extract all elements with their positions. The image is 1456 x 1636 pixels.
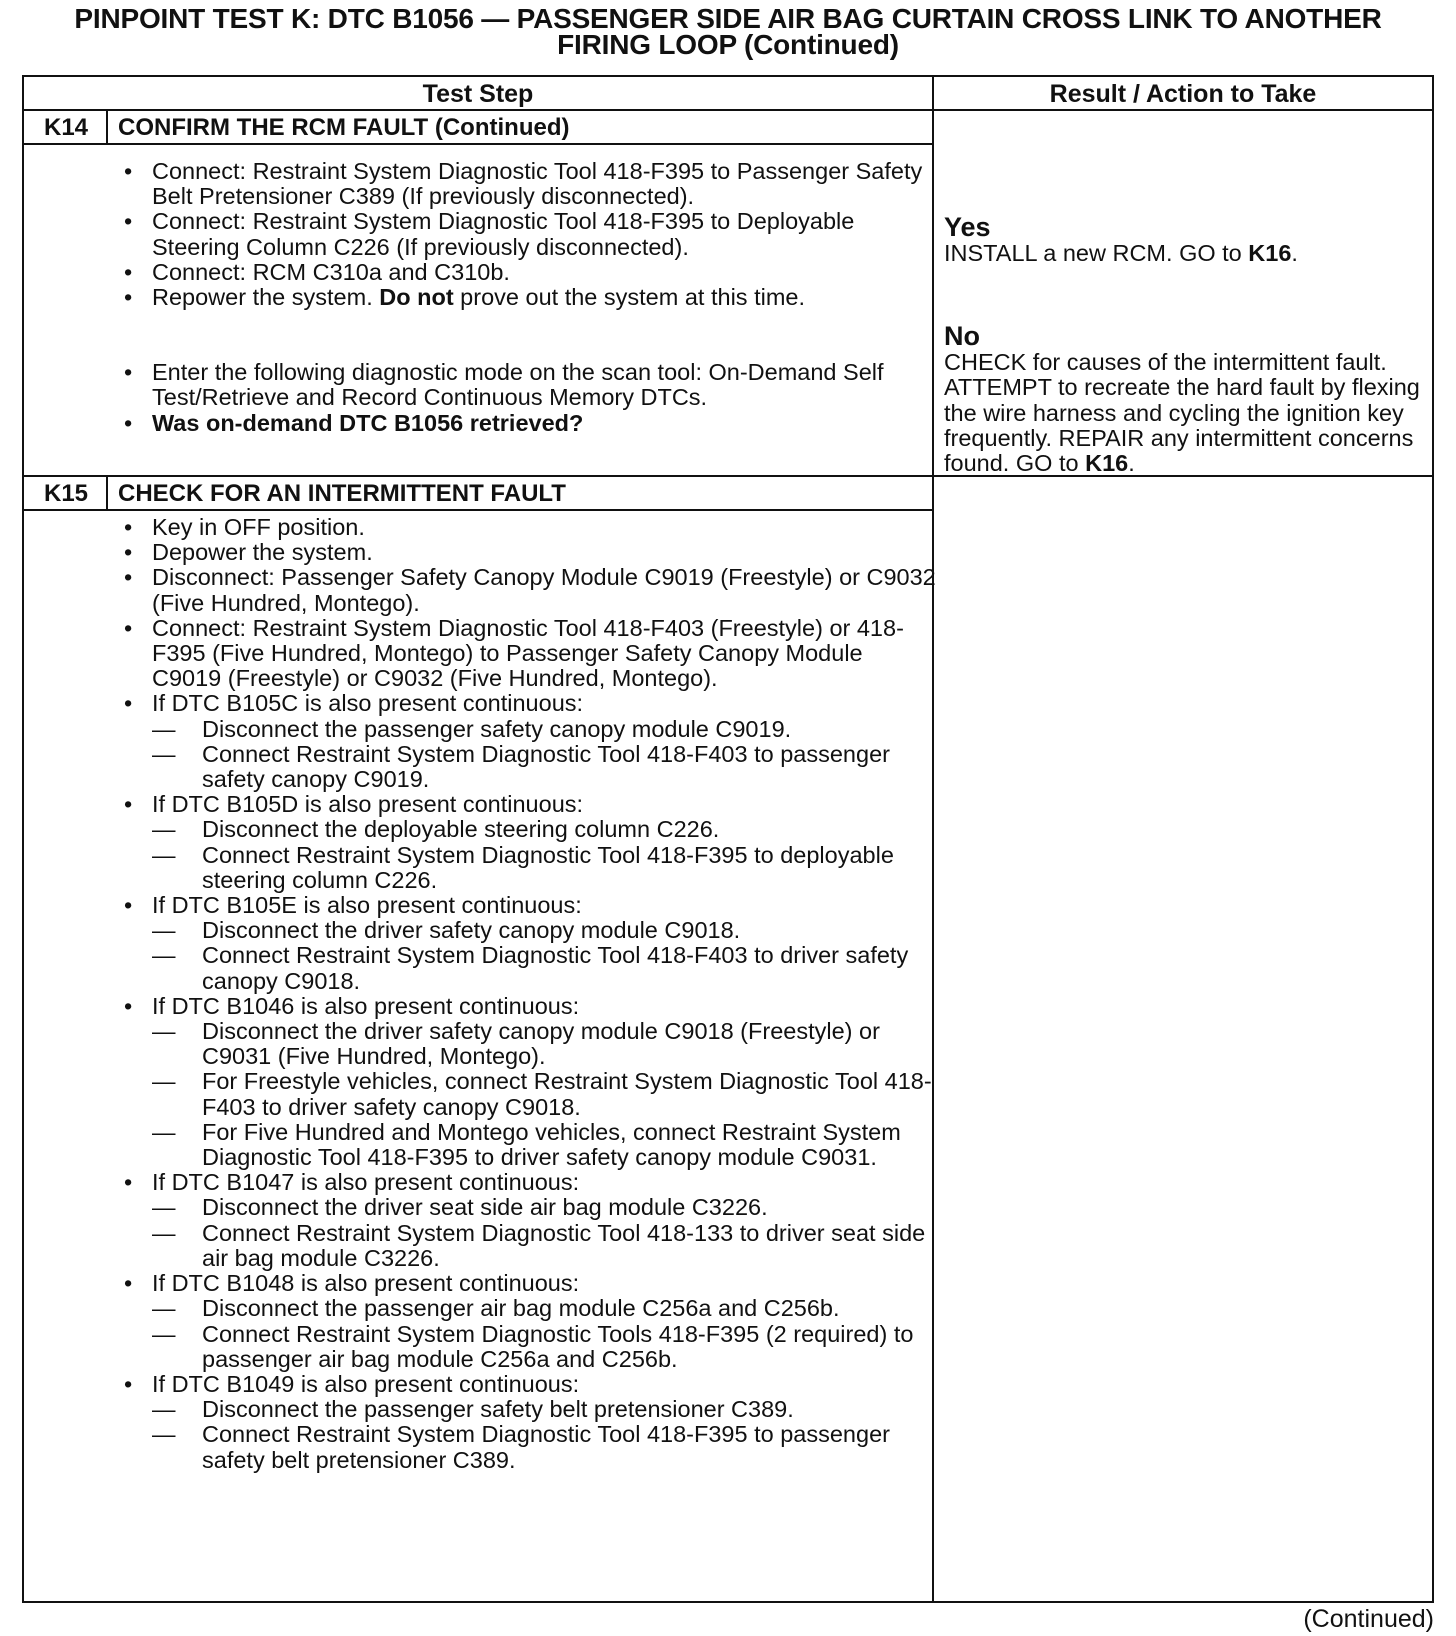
list-item-text: If DTC B105E is also present continuous: bbox=[152, 892, 582, 919]
list-item bbox=[116, 691, 936, 792]
sub-item bbox=[152, 843, 936, 893]
sub-item-text: Disconnect the passenger air bag module C256a and C256b. bbox=[202, 1295, 840, 1322]
sub-item bbox=[152, 817, 936, 842]
sub-item bbox=[152, 1195, 936, 1220]
no-action: CHECK for causes of the intermittent fault. ATTEMPT to recreate the hard fault by flexing the wire harness and cycling the ignition key frequently. REPAIR any intermittent concerns found. GO to K16. bbox=[944, 349, 1420, 477]
dash-icon: — bbox=[152, 816, 176, 843]
sub-item-text: Connect Restraint System Diagnostic Tool 418-F403 to driver safety canopy C9018. bbox=[202, 942, 909, 994]
k14-result bbox=[944, 213, 1432, 476]
list-item bbox=[116, 565, 936, 615]
list-item-text: Disconnect: Passenger Safety Canopy Module C9019 (Freestyle) or C9032 (Five Hundred, Montego). bbox=[152, 564, 936, 616]
sub-item-text: Disconnect the deployable steering column C226. bbox=[202, 816, 720, 843]
sub-item-text: Connect Restraint System Diagnostic Tool 418-F395 to passenger safety belt pretensioner C389. bbox=[202, 1421, 890, 1473]
list-item bbox=[116, 1372, 936, 1473]
yes-action: INSTALL a new RCM. GO to K16. bbox=[944, 240, 1298, 266]
list-item bbox=[116, 1271, 936, 1372]
bullet-icon: • bbox=[124, 992, 133, 1019]
bullet-icon: • bbox=[124, 892, 133, 919]
sub-item bbox=[152, 717, 936, 742]
header-result: Result / Action to Take bbox=[1049, 80, 1317, 108]
list-item: • Connect: Restraint System Diagnostic Tool 418-F395 to Passenger Safety Belt Pretensioner C389 (If previously disconnected). bbox=[124, 158, 923, 210]
list-item-text: Key in OFF position. bbox=[152, 514, 365, 540]
dash-icon: — bbox=[152, 1396, 176, 1423]
list-item bbox=[116, 616, 936, 692]
title-line-2: FIRING LOOP (Continued) bbox=[557, 29, 899, 60]
bullet-icon: • bbox=[124, 1270, 133, 1297]
list-item bbox=[116, 515, 936, 540]
list-item-text: If DTC B1046 is also present continuous: bbox=[152, 992, 580, 1019]
sub-item bbox=[152, 1019, 936, 1069]
sub-item-text: Disconnect the driver safety canopy module C9018 (Freestyle) or C9031 (Five Hundred, Montego). bbox=[202, 1018, 880, 1070]
step-id-k15: K15 bbox=[43, 480, 89, 507]
step-body-k15 bbox=[116, 515, 936, 1473]
dash-icon: — bbox=[152, 1018, 176, 1045]
list-item bbox=[116, 792, 936, 893]
sub-item bbox=[152, 1296, 936, 1321]
bullet-icon: • bbox=[124, 258, 133, 285]
dash-icon: — bbox=[152, 917, 176, 944]
bullet-icon: • bbox=[124, 409, 133, 436]
list-item-text: If DTC B1048 is also present continuous: bbox=[152, 1270, 580, 1297]
sub-item bbox=[152, 1397, 936, 1422]
list-item-text: If DTC B1047 is also present continuous: bbox=[152, 1169, 580, 1196]
dash-icon: — bbox=[152, 1320, 176, 1347]
sub-item bbox=[152, 1422, 936, 1472]
sub-item-text: Disconnect the driver safety canopy module C9018. bbox=[202, 917, 741, 944]
dash-icon: — bbox=[152, 1421, 176, 1448]
list-item: • Connect: Restraint System Diagnostic Tool 418-F395 to Deployable Steering Column C226 (If previously disconnected). bbox=[124, 208, 855, 260]
sub-item bbox=[152, 918, 936, 943]
sub-item-text: Connect Restraint System Diagnostic Tool 418-F403 to passenger safety canopy C9019. bbox=[202, 740, 890, 793]
list-item: • Enter the following diagnostic mode on the scan tool: On-Demand Self Test/Retrieve and Record Continuous Memory DTCs. bbox=[124, 359, 884, 411]
list-item-text: If DTC B105D is also present continuous: bbox=[152, 791, 584, 818]
sub-item-text: For Freestyle vehicles, connect Restraint System Diagnostic Tool 418-F403 to driver safety canopy C9018. bbox=[202, 1068, 932, 1120]
list-item-repower: • Repower the system. Do not prove out the system at this time. bbox=[124, 284, 805, 311]
bullet-icon: • bbox=[124, 284, 133, 311]
bullet-icon: • bbox=[124, 614, 133, 641]
list-item-text: If DTC B105C is also present continuous: bbox=[152, 690, 584, 717]
step-title-k15: CHECK FOR AN INTERMITTENT FAULT bbox=[118, 480, 566, 507]
pinpoint-test-table bbox=[22, 75, 1434, 1603]
list-item-text: Connect: Restraint System Diagnostic Tool 418-F403 (Freestyle) or 418-F395 (Five Hundred, Montego) to Passenger Safety Canopy Module C9019 (Freestyle) or C9032 (Five Hundred, Montego). bbox=[152, 614, 904, 692]
dash-icon: — bbox=[152, 942, 176, 969]
sub-item-text: Connect Restraint System Diagnostic Tool 418-F395 to deployable steering column C226. bbox=[202, 841, 894, 893]
list-item bbox=[116, 1170, 936, 1271]
dash-icon: — bbox=[152, 1194, 176, 1221]
sub-item bbox=[152, 1120, 936, 1170]
yes-label: Yes bbox=[944, 212, 991, 242]
bullet-icon: • bbox=[124, 1169, 133, 1196]
step-id-k14: K14 bbox=[43, 114, 89, 141]
sub-item bbox=[152, 742, 936, 792]
list-item bbox=[116, 540, 936, 565]
sub-item-text: Disconnect the driver seat side air bag module C3226. bbox=[202, 1194, 768, 1221]
k15-list bbox=[116, 515, 936, 1473]
sub-item bbox=[152, 1322, 936, 1372]
list-item-text: If DTC B1049 is also present continuous: bbox=[152, 1370, 580, 1397]
continued-footer: (Continued) bbox=[1303, 1605, 1434, 1633]
bullet-icon: • bbox=[124, 690, 133, 717]
dash-icon: — bbox=[152, 1118, 176, 1145]
sub-item-text: Connect Restraint System Diagnostic Tool 418-133 to driver seat side air bag module C3226. bbox=[202, 1219, 926, 1271]
list-item bbox=[116, 893, 936, 994]
no-label: No bbox=[944, 321, 980, 352]
sub-item-text: Connect Restraint System Diagnostic Tools 418-F395 (2 required) to passenger air bag module C256a and C256b. bbox=[202, 1320, 914, 1372]
sub-item-text: For Five Hundred and Montego vehicles, connect Restraint System Diagnostic Tool 418-F395 to driver safety canopy module C9031. bbox=[202, 1118, 901, 1171]
page-title bbox=[20, 3, 1436, 60]
sub-item bbox=[152, 943, 936, 993]
header-test-step: Test Step bbox=[422, 80, 534, 108]
bullet-icon: • bbox=[124, 791, 133, 818]
step-body-k14 bbox=[116, 159, 936, 436]
list-item-text: Depower the system. bbox=[152, 539, 373, 566]
bullet-icon: • bbox=[124, 514, 133, 540]
bullet-icon: • bbox=[124, 1370, 133, 1397]
sub-item bbox=[152, 1221, 936, 1271]
dash-icon: — bbox=[152, 841, 176, 868]
dash-icon: — bbox=[152, 1295, 176, 1322]
title-line-1: PINPOINT TEST K: DTC B1056 — PASSENGER SIDE AIR BAG CURTAIN CROSS LINK TO ANOTHER bbox=[74, 3, 1382, 34]
bullet-icon: • bbox=[124, 359, 133, 386]
bullet-icon: • bbox=[124, 564, 133, 591]
sub-item-text: Disconnect the passenger safety belt pretensioner C389. bbox=[202, 1396, 794, 1423]
dash-icon: — bbox=[152, 1068, 176, 1095]
list-item-question: • Was on-demand DTC B1056 retrieved? bbox=[124, 409, 584, 436]
list-item bbox=[116, 994, 936, 1170]
dash-icon: — bbox=[152, 1219, 176, 1246]
list-item: • Connect: RCM C310a and C310b. bbox=[124, 258, 510, 285]
sub-item bbox=[152, 1069, 936, 1119]
dash-icon: — bbox=[152, 740, 176, 767]
sub-item-text: Disconnect the passenger safety canopy module C9019. bbox=[202, 715, 792, 742]
bullet-icon: • bbox=[124, 539, 133, 566]
dash-icon: — bbox=[152, 715, 176, 742]
bullet-icon: • bbox=[124, 158, 133, 184]
step-title-k14: CONFIRM THE RCM FAULT (Continued) bbox=[118, 114, 570, 141]
bullet-icon: • bbox=[124, 208, 133, 235]
